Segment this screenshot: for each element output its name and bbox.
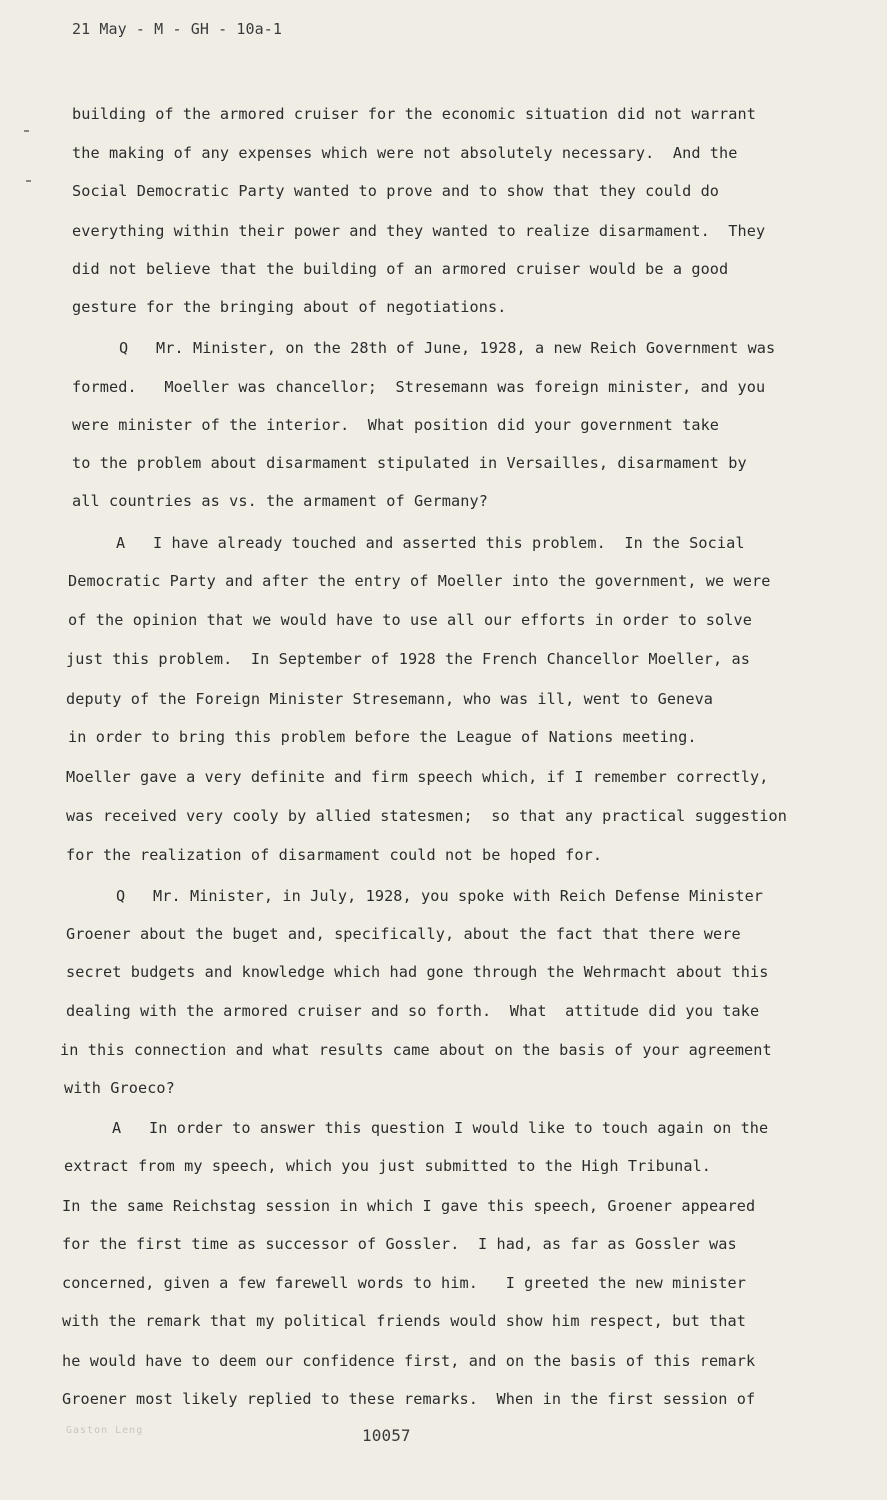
text-line: A In order to answer this question I would like to touch again on the bbox=[112, 1119, 769, 1137]
text-line: the making of any expenses which were not absolutely necessary. And the bbox=[72, 144, 738, 162]
text-line: secret budgets and knowledge which had gone through the Wehrmacht about this bbox=[66, 963, 769, 981]
margin-mark bbox=[24, 130, 29, 132]
text-line: extract from my speech, which you just submitted to the High Tribunal. bbox=[64, 1157, 712, 1175]
text-line: A I have already touched and asserted this problem. In the Social bbox=[116, 534, 745, 552]
text-line: in order to bring this problem before the League of Nations meeting. bbox=[68, 728, 697, 746]
text-line: with Groeco? bbox=[64, 1079, 175, 1097]
text-line: was received very cooly by allied statesmen; so that any practical suggestion bbox=[66, 807, 788, 825]
page-number: 10057 bbox=[362, 1426, 411, 1445]
text-line: for the realization of disarmament could not be hoped for. bbox=[66, 846, 603, 864]
text-line: just this problem. In September of 1928 the French Chancellor Moeller, as bbox=[66, 650, 751, 668]
text-line: Democratic Party and after the entry of Moeller into the government, we were bbox=[68, 572, 771, 590]
text-line: concerned, given a few farewell words to him. I greeted the new minister bbox=[62, 1274, 747, 1292]
text-line: to the problem about disarmament stipulated in Versailles, disarmament by bbox=[72, 454, 747, 472]
document-header: 21 May - M - GH - 10a-1 bbox=[72, 20, 283, 38]
footer-reference: Gaston Leng bbox=[66, 1425, 144, 1436]
margin-mark bbox=[26, 180, 31, 182]
text-line: In the same Reichstag session in which I gave this speech, Groener appeared bbox=[62, 1197, 756, 1215]
text-line: formed. Moeller was chancellor; Stresemann was foreign minister, and you bbox=[72, 378, 766, 396]
text-line: Groener about the buget and, specifically, about the fact that there were bbox=[66, 925, 741, 943]
text-line: Moeller gave a very definite and firm speech which, if I remember correctly, bbox=[66, 768, 769, 786]
text-line: Q Mr. Minister, in July, 1928, you spoke with Reich Defense Minister bbox=[116, 887, 764, 905]
text-line: all countries as vs. the armament of Germany? bbox=[72, 492, 488, 510]
text-line: he would have to deem our confidence first, and on the basis of this remark bbox=[62, 1352, 756, 1370]
text-line: everything within their power and they wanted to realize disarmament. They bbox=[72, 222, 766, 240]
text-line: dealing with the armored cruiser and so forth. What attitude did you take bbox=[66, 1002, 760, 1020]
text-line: building of the armored cruiser for the economic situation did not warrant bbox=[72, 105, 757, 123]
text-line: for the first time as successor of Gossler. I had, as far as Gossler was bbox=[62, 1235, 737, 1253]
text-line: of the opinion that we would have to use all our efforts in order to solve bbox=[68, 611, 753, 629]
text-line: Social Democratic Party wanted to prove and to show that they could do bbox=[72, 182, 720, 200]
text-line: Groener most likely replied to these remarks. When in the first session of bbox=[62, 1390, 756, 1408]
text-line: Q Mr. Minister, on the 28th of June, 1928, a new Reich Government was bbox=[119, 339, 776, 357]
text-line: with the remark that my political friends would show him respect, but that bbox=[62, 1312, 747, 1330]
text-line: were minister of the interior. What position did your government take bbox=[72, 416, 720, 434]
text-line: in this connection and what results came about on the basis of your agreement bbox=[60, 1041, 772, 1059]
text-line: did not believe that the building of an armored cruiser would be a good bbox=[72, 260, 729, 278]
text-line: deputy of the Foreign Minister Stresemann, who was ill, went to Geneva bbox=[66, 690, 714, 708]
text-line: gesture for the bringing about of negotiations. bbox=[72, 298, 507, 316]
